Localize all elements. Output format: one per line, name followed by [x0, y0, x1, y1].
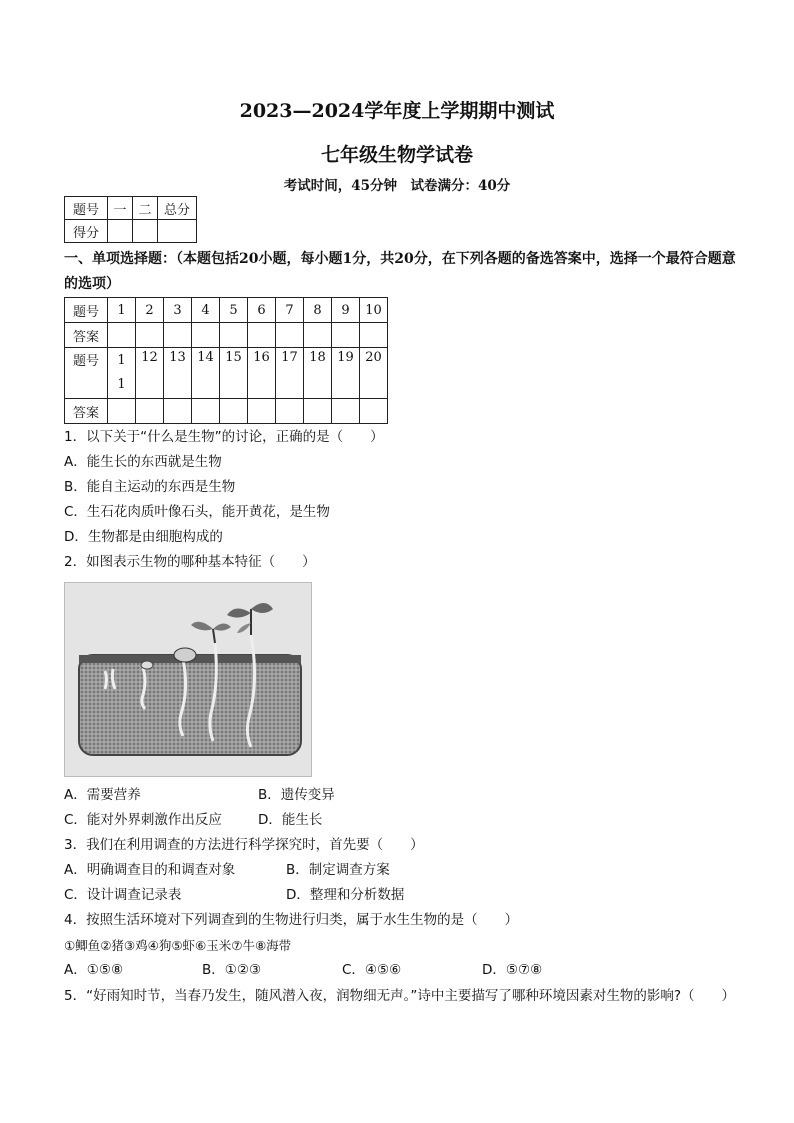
digit: 1 — [117, 353, 126, 368]
score-row-label: 得分 — [65, 220, 108, 243]
question-number-11 — [108, 348, 136, 399]
question-number: 3 — [164, 298, 192, 323]
question-1-option-b[interactable]: B．能自主运动的东西是生物 — [64, 479, 236, 495]
question-4-option-d[interactable]: D．⑤⑦⑧ — [482, 962, 543, 978]
score-input-part2[interactable] — [133, 220, 158, 243]
question-number: 9 — [332, 298, 360, 323]
question-number: 5 — [220, 298, 248, 323]
exam-meta: 考试时间，45分钟 试卷满分：40分 — [283, 178, 511, 194]
question-4-stem: 4．按照生活环境对下列调查到的生物进行归类，属于水生生物的是（ ） — [64, 912, 519, 928]
question-number: 10 — [360, 298, 388, 323]
answer-cell[interactable] — [164, 399, 192, 424]
exam-subtitle: 七年级生物学试卷 — [320, 144, 473, 166]
question-3-option-b[interactable]: B．制定调查方案 — [286, 862, 390, 878]
seedling-growth-figure — [64, 582, 312, 777]
question-1-option-a[interactable]: A．能生长的东西就是生物 — [64, 454, 222, 470]
answer-cell[interactable] — [164, 323, 192, 348]
score-cell-label: 题号 — [65, 197, 108, 220]
question-4-option-a[interactable]: A．①⑤⑧ — [64, 962, 124, 978]
digit: 1 — [117, 377, 126, 392]
answer-cell[interactable] — [136, 323, 164, 348]
score-table — [64, 196, 197, 243]
question-number: 17 — [276, 348, 304, 399]
question-4-option-c[interactable]: C．④⑤⑥ — [342, 962, 402, 978]
answer-cell[interactable] — [220, 399, 248, 424]
question-number: 8 — [304, 298, 332, 323]
question-number: 12 — [136, 348, 164, 399]
question-3-option-a[interactable]: A．明确调查目的和调查对象 — [64, 862, 236, 878]
answer-cell[interactable] — [304, 399, 332, 424]
question-number: 16 — [248, 348, 276, 399]
question-5-stem: 5．“好雨知时节，当春乃发生，随风潜入夜，润物细无声。”诗中主要描写了哪种环境因素对生物的影响?（ ） — [64, 988, 735, 1004]
question-number: 6 — [248, 298, 276, 323]
answer-cell[interactable] — [108, 323, 136, 348]
score-cell-part1: 一 — [108, 197, 133, 220]
question-2-option-d[interactable]: D．能生长 — [258, 812, 323, 828]
question-1-option-c[interactable]: C．生石花肉质叶像石头，能开黄花，是生物 — [64, 504, 330, 520]
answer-cell[interactable] — [304, 323, 332, 348]
answer-cell[interactable] — [108, 399, 136, 424]
question-2-option-b[interactable]: B．遗传变异 — [258, 787, 335, 803]
question-number: 13 — [164, 348, 192, 399]
seedling-illustration — [65, 583, 311, 776]
question-number: 7 — [276, 298, 304, 323]
score-table-score-row — [65, 220, 197, 243]
answer-table-row-numbers-2 — [65, 348, 388, 399]
row-label: 题号 — [65, 298, 108, 323]
question-number: 2 — [136, 298, 164, 323]
answer-cell[interactable] — [276, 323, 304, 348]
question-number: 14 — [192, 348, 220, 399]
question-number: 20 — [360, 348, 388, 399]
row-label: 答案 — [65, 399, 108, 424]
question-number: 1 — [108, 298, 136, 323]
question-4-option-b[interactable]: B．①②③ — [202, 962, 262, 978]
exam-title: 2023—2024学年度上学期期中测试 — [239, 100, 555, 122]
answer-cell[interactable] — [360, 399, 388, 424]
answer-cell[interactable] — [332, 399, 360, 424]
question-1-stem: 1．以下关于“什么是生物”的讨论，正确的是（ ） — [64, 429, 384, 445]
question-number: 19 — [332, 348, 360, 399]
question-3-stem: 3．我们在利用调查的方法进行科学探究时，首先要（ ） — [64, 837, 424, 853]
score-cell-total: 总分 — [158, 197, 197, 220]
answer-cell[interactable] — [276, 399, 304, 424]
row-label: 答案 — [65, 323, 108, 348]
question-number: 18 — [304, 348, 332, 399]
question-2-option-a[interactable]: A．需要营养 — [64, 787, 141, 803]
answer-table-row-answers-2 — [65, 399, 388, 424]
question-4-organism-list: ①鲫鱼②猪③鸡④狗⑤虾⑥玉米⑦牛⑧海带 — [64, 938, 292, 953]
answer-cell[interactable] — [248, 323, 276, 348]
answer-cell[interactable] — [192, 323, 220, 348]
question-1-option-d[interactable]: D．生物都是由细胞构成的 — [64, 529, 223, 545]
answer-table-row-numbers-1 — [65, 298, 388, 323]
answer-cell[interactable] — [192, 399, 220, 424]
question-3-option-c[interactable]: C．设计调查记录表 — [64, 887, 182, 903]
answer-cell[interactable] — [332, 323, 360, 348]
question-2-stem: 2．如图表示生物的哪种基本特征（ ） — [64, 554, 316, 570]
score-input-part1[interactable] — [108, 220, 133, 243]
answer-cell[interactable] — [136, 399, 164, 424]
answer-cell[interactable] — [248, 399, 276, 424]
answer-table-row-answers-1 — [65, 323, 388, 348]
answer-table — [64, 297, 388, 424]
score-input-total[interactable] — [158, 220, 197, 243]
question-number: 15 — [220, 348, 248, 399]
question-number: 4 — [192, 298, 220, 323]
question-3-option-d[interactable]: D．整理和分析数据 — [286, 887, 405, 903]
answer-cell[interactable] — [360, 323, 388, 348]
section-heading: 一、单项选择题：（本题包括20小题，每小题1分，共20分，在下列各题的备选答案中，选择一个最符合题意的选项） — [64, 251, 736, 292]
score-cell-part2: 二 — [133, 197, 158, 220]
score-table-header-row — [65, 197, 197, 220]
question-2-option-c[interactable]: C．能对外界刺激作出反应 — [64, 812, 222, 828]
row-label: 题号 — [65, 348, 108, 399]
answer-cell[interactable] — [220, 323, 248, 348]
